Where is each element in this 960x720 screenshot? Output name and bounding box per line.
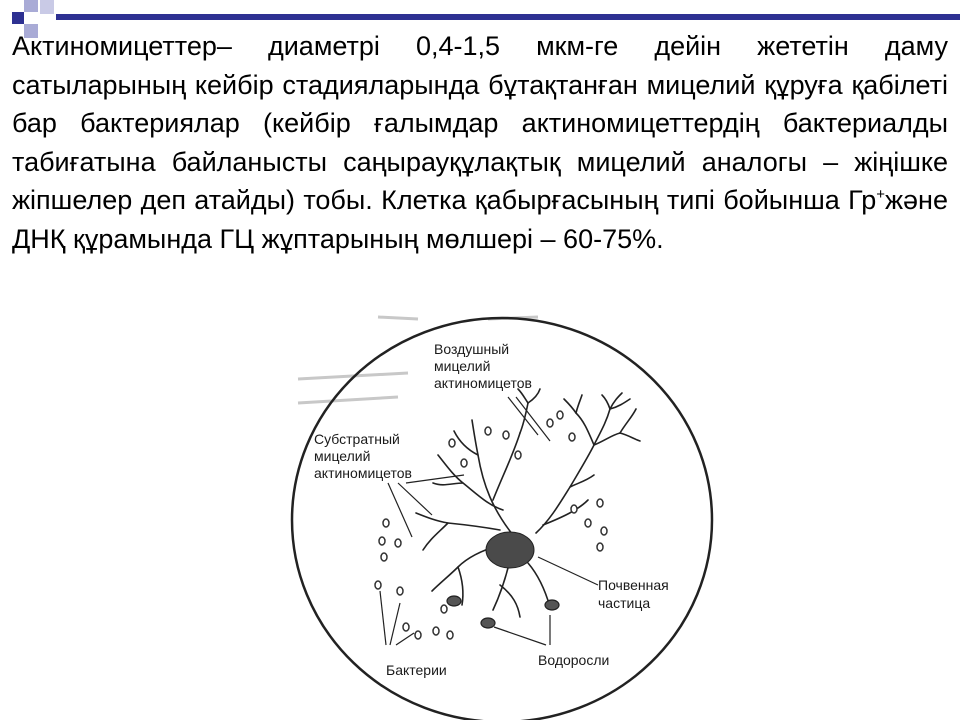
label-aerial-mycelium-2: мицелий: [434, 358, 491, 374]
paragraph-text-1: Актиномицеттер– диаметрі 0,4-1,5 мкм-ге дейін жететін даму сатыларының кейбір стадияларында бұтақтанған мицелий құруға қабілеті бар бактериялар (кейбір ғалымдар актиномицеттердің бактериалды табиғатына байланысты саңырауқұлақтық мицелий аналогы – жіңішке жіпшелер деп атайды) тобы. Клетка қабырғасының типі бойынша Гр: [12, 31, 948, 215]
title-bar: [56, 14, 960, 20]
deco-square-dark: [12, 12, 24, 24]
label-soil-particle-2: частица: [598, 595, 651, 611]
paragraph-text-2: және ДНҚ құрамында ГЦ жұптарының мөлшері – 60-75%.: [12, 185, 948, 254]
gram-positive-superscript: +: [876, 186, 885, 203]
body-paragraph: [12, 27, 948, 258]
label-bacteria: Бактерии: [386, 662, 447, 678]
algae-cells: [447, 596, 559, 628]
deco-square-light: [24, 0, 38, 12]
label-algae: Водоросли: [538, 652, 610, 668]
label-substrate-mycelium-3: актиномицетов: [314, 465, 412, 481]
bacteria-cells: [375, 411, 607, 639]
label-substrate-mycelium-1: Субстратный: [314, 431, 400, 447]
deco-square-light: [40, 0, 54, 14]
actinomycete-diagram: [288, 305, 718, 720]
label-soil-particle-1: Почвенная: [598, 577, 669, 593]
label-substrate-mycelium-2: мицелий: [314, 448, 371, 464]
soil-particle: [486, 532, 534, 568]
label-aerial-mycelium-3: актиномицетов: [434, 375, 532, 391]
label-aerial-mycelium-1: Воздушный: [434, 341, 510, 357]
